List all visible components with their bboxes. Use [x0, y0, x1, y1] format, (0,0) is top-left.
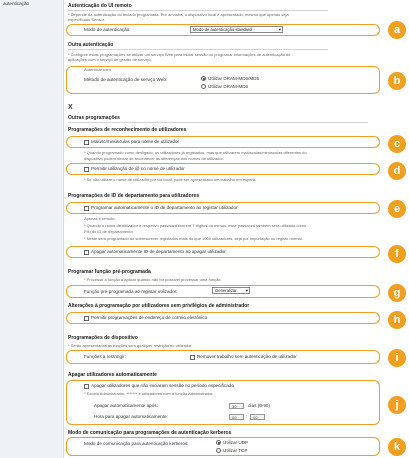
- settings-content: [64, 0, 409, 458]
- auto-delete-label: Apagar utilizadores que não iniciaram sessão no período especificado: [91, 383, 234, 388]
- at-note: * Se não utilizar o nome de utilizador por via local, pode ser apresentado um trabalho em espera.: [84, 177, 257, 182]
- device-settings-note: * Serão apresentadas as funções sem qualquer restrição no utilizador.: [68, 343, 193, 348]
- case-sensitive-label: Maiúsc/minúsculas para nome de utilizador: [91, 139, 180, 144]
- web-auth-option-1-radio[interactable]: [201, 76, 206, 81]
- dept-note-3: PIN do ID de departamento.: [84, 229, 134, 234]
- dept-note-2: * Quando o nome de utilizador e respetivo password tiverem 7 dígitos ou menos, esse password também será utilizado como: [84, 223, 307, 228]
- chevron-down-icon: ▾: [278, 27, 281, 32]
- left-navigation-panel: [0, 0, 64, 458]
- kerberos-udp-label: Utilizar UDP: [223, 440, 249, 445]
- divider: [68, 10, 328, 11]
- preset-function-heading: Programar função pré-programada: [68, 269, 151, 275]
- badge-k: k: [388, 438, 406, 456]
- divider: [68, 49, 328, 50]
- non-admin-changes-heading: Alterações à programação por utilizadores sem privilégios de administrador: [68, 303, 250, 309]
- delete-time-minute-input[interactable]: 00: [250, 414, 265, 420]
- badge-d: d: [388, 162, 406, 180]
- other-auth-note-1: * Configure estas programações se utilizar um serviço Web para iniciar sessão ou programar informações de autenticação de: [68, 52, 291, 57]
- delete-after-label: Apagar automaticamente após:: [94, 403, 158, 408]
- case-sensitive-checkbox[interactable]: [84, 140, 89, 145]
- other-auth-note-2: aplicações com o serviço de gestão de serviço.: [68, 57, 152, 62]
- badge-j: j: [388, 396, 406, 414]
- restrict-option-label: Remover trabalho sem autenticação de utilizador: [197, 354, 297, 359]
- preset-function-label: Função pré-programada ao registar utilizador:: [84, 289, 178, 294]
- close-icon[interactable]: X: [68, 104, 73, 111]
- user-recognition-heading: Programações de reconhecimento de utilizadores: [68, 127, 187, 133]
- kerberos-tcp-radio[interactable]: [216, 448, 221, 453]
- badge-h: h: [388, 311, 406, 329]
- badge-i: i: [388, 349, 406, 367]
- dept-delete-label: Apagar automaticamente ID de departamento ao apagar utilizador: [91, 249, 226, 254]
- divider: [68, 122, 368, 123]
- case-note-2: dispositivo podem deixar de reconhecer as diferenças dos nomes de utilizador.: [84, 156, 224, 161]
- auth-partial-label: Autenticar com: [84, 67, 111, 72]
- allow-at-checkbox[interactable]: [84, 167, 89, 172]
- auth-mode-select[interactable]: [190, 26, 283, 33]
- web-auth-option-2-radio[interactable]: [201, 84, 206, 89]
- allow-at-label: Permitir utilização de @ no nome de utilizador: [91, 166, 185, 171]
- web-auth-option-2-label: Utilizar DRAM-MD5: [208, 84, 249, 89]
- auto-delete-note: * Exceto Administrador, ******* e utilizadores com a função Administrador.: [84, 391, 214, 396]
- dept-auto-checkbox[interactable]: [84, 206, 89, 211]
- dept-note-1: Apenas é remoto.: [84, 216, 116, 221]
- auto-delete-checkbox[interactable]: [84, 384, 89, 389]
- auth-mode-value: Modo de autenticação standard: [193, 27, 252, 32]
- auth-mode-label: Modo de autenticação:: [84, 27, 131, 32]
- delete-time-label: Hora para apagar automaticamente:: [94, 414, 168, 419]
- badge-b: b: [388, 72, 406, 90]
- ui-remote-note-1: * Depende da autenticação do teclado programada. Por amostra, o dispositivo local é apresentado, mesmo que apenas seja: [68, 12, 289, 17]
- auto-delete-heading: Apagar utilizadores automaticamente: [68, 372, 157, 378]
- web-auth-option-1-label: Utilizar DRAM-MD5/MD5: [208, 76, 260, 81]
- preset-function-value: Generalizar: [215, 288, 237, 293]
- kerberos-heading: Modo de comunicação para programações de autenticação kerberos: [68, 430, 232, 436]
- kerberos-mode-label: Modo de comunicação para autenticação kerberos:: [84, 441, 189, 446]
- web-auth-method-label: Método de autenticação de serviço Web:: [84, 77, 168, 82]
- delete-after-unit: dias (0-90): [248, 403, 270, 408]
- dept-delete-checkbox[interactable]: [84, 250, 89, 255]
- ui-remote-note-2: especificado Sensor.: [68, 17, 105, 22]
- badge-f: f: [388, 245, 406, 263]
- badge-e: e: [388, 200, 406, 218]
- other-settings-heading: Outras programações: [68, 115, 120, 121]
- nav-item-authentication[interactable]: autenticação: [3, 1, 30, 6]
- badge-c: c: [388, 135, 406, 153]
- chevron-down-icon: ▾: [245, 288, 248, 293]
- kerberos-tcp-label: Utilizar TCP: [223, 448, 248, 453]
- dept-note-4: * Neste será programado ao sobrescrever registados mais do que 1000 utilizadores, seja por importação ou registo normal.: [84, 236, 303, 241]
- dept-id-heading: Programações de ID de departamento para utilizadores: [68, 193, 200, 199]
- allow-email-checkbox[interactable]: [84, 316, 89, 321]
- other-auth-heading: Outra autenticação: [68, 42, 114, 48]
- badge-g: g: [388, 284, 406, 302]
- restrict-functions-label: Funções a restringir:: [84, 354, 126, 359]
- restrict-option-checkbox[interactable]: [190, 355, 195, 360]
- case-note-1: * Quando programado como desligado, os utilizadores já registados, mas que utilizarem maiúsculas/minúsculas diferentes do: [84, 150, 307, 155]
- kerberos-udp-radio[interactable]: [216, 440, 221, 445]
- device-settings-heading: Programações de dispositivo: [68, 335, 138, 341]
- delete-after-days-input[interactable]: 30: [229, 403, 244, 409]
- dept-auto-label: Programar automaticamente o ID de departamento ao registar utilizador: [91, 205, 238, 210]
- delete-time-hour-input[interactable]: 00: [229, 414, 244, 420]
- allow-email-label: Permitir programações de endereço de correio eletrónico: [91, 315, 208, 320]
- ui-remote-heading: Autenticação do UI remoto: [68, 3, 132, 9]
- badge-a: a: [388, 21, 406, 39]
- time-separator: :: [246, 414, 248, 419]
- preset-function-note: * Processe a função a aplicar quando não for possível processar uma função.: [84, 277, 222, 282]
- preset-function-select[interactable]: [212, 287, 250, 294]
